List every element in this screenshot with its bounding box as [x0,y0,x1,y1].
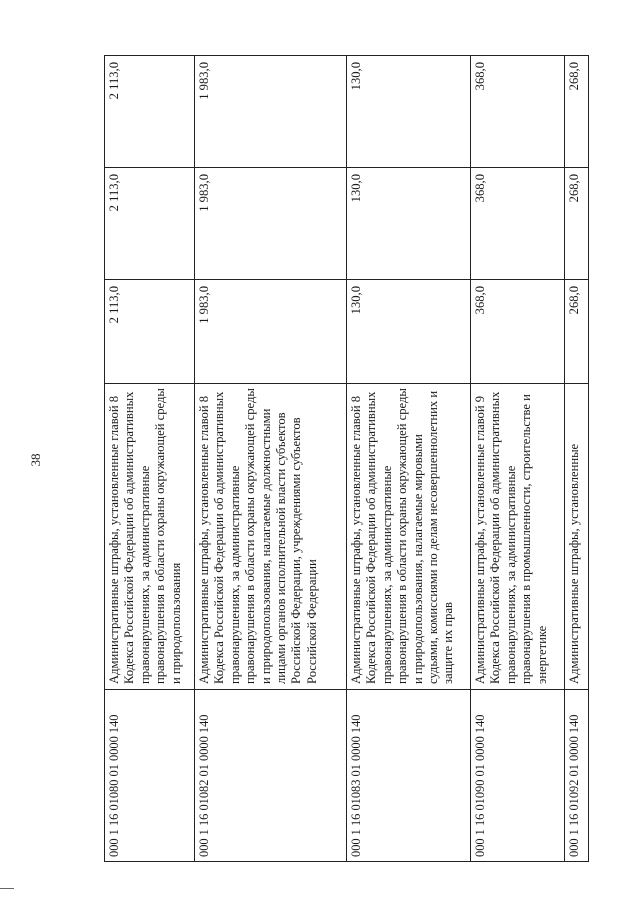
budget-table-container [104,56,606,862]
amount-year3-cell: 368,0 [471,56,565,168]
amount-year1-cell: 2 113,0 [105,280,195,384]
scan-edge-mark [0,888,14,889]
table-row [105,56,195,862]
revenue-description-cell: Административные штрафы, установленные главой 8 Кодекса Российской Федерации об административных правонарушениях, за административные правонарушения в области охраны окружающей среды и природопользования [105,384,195,690]
amount-year2-cell: 130,0 [347,168,471,280]
amount-year2-cell: 2 113,0 [105,168,195,280]
revenue-description-cell: Административные штрафы, установленные [565,384,589,690]
amount-year3-cell: 130,0 [347,56,471,168]
amount-year2-cell: 1 983,0 [195,168,347,280]
revenue-description-cell: Административные штрафы, установленные главой 8 Кодекса Российской Федерации об административных правонарушениях, за административные правонарушения в области охраны окружающей среды и природопользования, налагаемые мировыми судьями, комиссиями по делам несовершеннолетних и защите их прав [347,384,471,690]
amount-year1-cell: 130,0 [347,280,471,384]
table-row [471,56,565,862]
table-row [347,56,471,862]
amount-year2-cell: 368,0 [471,168,565,280]
page-number: 38 [28,453,43,467]
amount-year1-cell: 368,0 [471,280,565,384]
amount-year1-cell: 1 983,0 [195,280,347,384]
budget-revenue-table [104,55,589,862]
revenue-description-cell: Административные штрафы, установленные главой 9 Кодекса Российской Федерации об административных правонарушениях, за административные правонарушения в промышленности, строительстве и энергетике [471,384,565,690]
table-row [195,56,347,862]
revenue-description-cell: Административные штрафы, установленные главой 8 Кодекса Российской Федерации об административных правонарушениях, за административные правонарушения в области охраны окружающей среды и природопользования, налагаемые должностными лицами органов исполнительной власти субъектов Российской Федерации, учреждениями субъектов Российской Федерации [195,384,347,690]
table-row [565,56,589,862]
amount-year3-cell: 2 113,0 [105,56,195,168]
revenue-code-cell: 000 1 16 01092 01 0000 140 [565,690,589,862]
revenue-code-cell: 000 1 16 01082 01 0000 140 [195,690,347,862]
amount-year1-cell: 268,0 [565,280,589,384]
amount-year3-cell: 1 983,0 [195,56,347,168]
rotated-table-region [104,56,606,862]
revenue-code-cell: 000 1 16 01080 01 0000 140 [105,690,195,862]
amount-year3-cell: 268,0 [565,56,589,168]
revenue-code-cell: 000 1 16 01083 01 0000 140 [347,690,471,862]
amount-year2-cell: 268,0 [565,168,589,280]
revenue-code-cell: 000 1 16 01090 01 0000 140 [471,690,565,862]
